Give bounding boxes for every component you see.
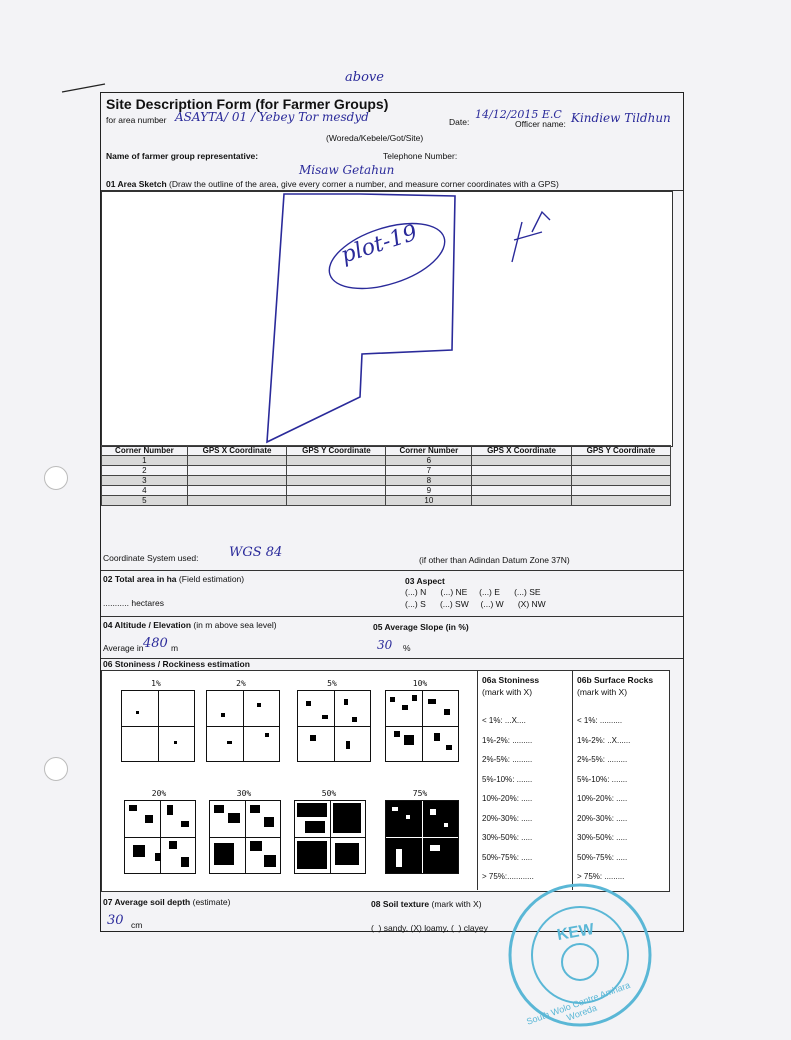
area-number-label: for area number <box>106 115 167 125</box>
stone-grid-10pct <box>385 690 459 762</box>
area-number-value: ASAYTA/ 01 / Yebey Tor mesdyd <box>175 110 369 124</box>
cell <box>472 486 572 496</box>
phone-label: Telephone Number: <box>383 151 458 161</box>
th-gps-y-2: GPS Y Coordinate <box>571 446 670 456</box>
pct-75: 75% <box>412 789 428 798</box>
rep-label: Name of farmer group representative: <box>106 151 259 161</box>
option: 20%-30%: ..... <box>577 813 628 823</box>
cell: 5 <box>102 496 188 506</box>
stone-grid-75pct <box>385 800 459 874</box>
table-row <box>102 496 671 506</box>
stone-grid-1pct <box>121 690 195 762</box>
officer-label: Officer name: <box>515 119 566 129</box>
altitude-unit: m <box>171 643 179 653</box>
stamp-ring-text: South Wolo Centre Amhara Woreda <box>525 979 632 1027</box>
cell <box>187 496 287 506</box>
slope-label: 05 Average Slope (in %) <box>373 622 469 632</box>
stone-grid-20pct <box>124 800 196 874</box>
stoniness-options-a <box>482 711 534 887</box>
cell <box>571 486 670 496</box>
texture-options: ( ) sandy, (X) loamy, ( ) clayey <box>371 923 488 933</box>
altitude-avg-label: Average in <box>103 643 144 653</box>
cell <box>571 476 670 486</box>
sketch-desc: (Draw the outline of the area, give every corner a number, and measure corner coordinates with a GPS) <box>169 179 559 189</box>
th-gps-y-1: GPS Y Coordinate <box>287 446 386 456</box>
option: 30%-50%: ..... <box>577 833 628 842</box>
cell: 9 <box>386 486 472 496</box>
area-unit: ........... hectares <box>103 598 164 608</box>
depth-sub: (estimate) <box>192 897 231 907</box>
option: 5%-10%: ....... <box>482 774 533 784</box>
cell <box>187 456 287 466</box>
depth-unit: cm <box>131 920 143 930</box>
aspect-label: 03 Aspect <box>405 576 445 586</box>
stoniness-label: 06 Stoniness / Rockiness estimation <box>103 659 250 669</box>
option: 30%-50%: ..... <box>482 833 533 842</box>
th-corner-1: Corner Number <box>102 446 188 456</box>
sketch-area <box>101 191 673 447</box>
table-row <box>102 476 671 486</box>
table-row <box>102 486 671 496</box>
gps-table <box>101 445 671 506</box>
stamp-center-text: KEW <box>555 920 596 945</box>
pct-10: 10% <box>412 679 428 688</box>
pct-20: 20% <box>151 789 167 798</box>
cell <box>571 496 670 506</box>
altitude-label <box>103 620 277 630</box>
texture-title: 08 Soil texture <box>371 899 430 909</box>
cell: 1 <box>102 456 188 466</box>
slope-unit: % <box>403 643 411 653</box>
sketch-title: 01 Area Sketch <box>106 179 167 189</box>
area-title: 02 Total area in ha <box>103 574 177 584</box>
option: 10%-20%: ..... <box>577 794 628 803</box>
date-value: 14/12/2015 E.C <box>475 108 562 121</box>
option: 5%-10%: ....... <box>577 774 628 784</box>
stoniness-col-a-title: 06a Stoniness <box>482 675 540 685</box>
option: 50%-75%: ..... <box>482 852 533 862</box>
altitude-sub: (in m above sea level) <box>193 620 277 630</box>
cell <box>187 486 287 496</box>
cell <box>472 456 572 466</box>
stoniness-options-b <box>577 711 630 887</box>
option: 1%-2%: ..X...... <box>577 735 631 745</box>
cell <box>287 466 386 476</box>
area-sub: (Field estimation) <box>178 574 245 584</box>
cell <box>287 456 386 466</box>
cell <box>287 476 386 486</box>
cell <box>187 466 287 476</box>
pct-1: 1% <box>151 679 161 688</box>
texture-sub: (mark with X) <box>431 899 482 909</box>
option: > 75%:............ <box>482 872 534 881</box>
option: 2%-5%: ......... <box>482 755 533 764</box>
coord-value: WGS 84 <box>229 545 283 560</box>
woreda-sublabel: (Woreda/Kebele/Got/Site) <box>326 133 424 143</box>
cell <box>571 466 670 476</box>
th-gps-x-1: GPS X Coordinate <box>187 446 287 456</box>
option: 50%-75%: ..... <box>577 852 628 862</box>
option: < 1%: .......... <box>577 716 623 725</box>
rep-value: Misaw Getahun <box>299 163 395 177</box>
cell: 6 <box>386 456 472 466</box>
cell <box>571 456 670 466</box>
cell <box>287 496 386 506</box>
date-label: Date: <box>449 117 470 127</box>
stoniness-col-b-title: 06b Surface Rocks <box>577 675 654 685</box>
cell: 2 <box>102 466 188 476</box>
officer-value: Kindiew Tildhun <box>571 111 671 125</box>
table-row <box>102 456 671 466</box>
option: < 1%: ...X.... <box>482 716 526 725</box>
th-corner-2: Corner Number <box>386 446 472 456</box>
stone-grid-2pct <box>206 690 280 762</box>
coord-label: Coordinate System used: <box>103 553 199 563</box>
altitude-title: 04 Altitude / Elevation <box>103 620 192 630</box>
stoniness-col-b-sub: (mark with X) <box>577 687 628 697</box>
pct-2: 2% <box>236 679 246 688</box>
cell <box>472 496 572 506</box>
plot-label: plot-19 <box>338 220 421 269</box>
aspect-row2: (...) S (...) SW (...) W (X) NW <box>405 599 546 609</box>
pct-30: 30% <box>236 789 252 798</box>
punch-hole-bottom <box>44 757 68 781</box>
punch-hole-top <box>44 466 68 490</box>
area-label <box>103 574 244 584</box>
stone-grid-5pct <box>297 690 371 762</box>
texture-label <box>371 899 482 909</box>
slope-value: 30 <box>377 638 393 652</box>
cell <box>187 476 287 486</box>
sketch-label <box>106 179 559 189</box>
altitude-value: 480 <box>143 636 168 651</box>
cell <box>472 476 572 486</box>
stone-grid-30pct <box>209 800 281 874</box>
cell: 4 <box>102 486 188 496</box>
site-description-form <box>100 92 684 932</box>
option: 10%-20%: ..... <box>482 794 533 803</box>
coord-note: (if other than Adindan Datum Zone 37N) <box>419 555 570 565</box>
option: 2%-5%: ......... <box>577 755 628 764</box>
option: 20%-30%: ..... <box>482 813 533 823</box>
official-stamp <box>505 880 655 1030</box>
depth-value: 30 <box>107 913 124 928</box>
pct-50: 50% <box>321 789 337 798</box>
cell: 10 <box>386 496 472 506</box>
depth-label <box>103 897 230 907</box>
th-gps-x-2: GPS X Coordinate <box>472 446 572 456</box>
cell: 7 <box>386 466 472 476</box>
depth-title: 07 Average soil depth <box>103 897 191 907</box>
pct-5: 5% <box>327 679 337 688</box>
handwritten-above: above <box>345 70 384 85</box>
option: > 75%: ......... <box>577 872 625 881</box>
cell <box>287 486 386 496</box>
cell: 3 <box>102 476 188 486</box>
form-title: Site Description Form (for Farmer Groups) <box>106 96 389 112</box>
stone-grid-50pct <box>294 800 366 874</box>
cell: 8 <box>386 476 472 486</box>
table-row <box>102 466 671 476</box>
cell <box>472 466 572 476</box>
stoniness-col-a-sub: (mark with X) <box>482 687 533 697</box>
option: 1%-2%: ......... <box>482 735 533 745</box>
aspect-row1: (...) N (...) NE (...) E (...) SE <box>405 587 541 597</box>
